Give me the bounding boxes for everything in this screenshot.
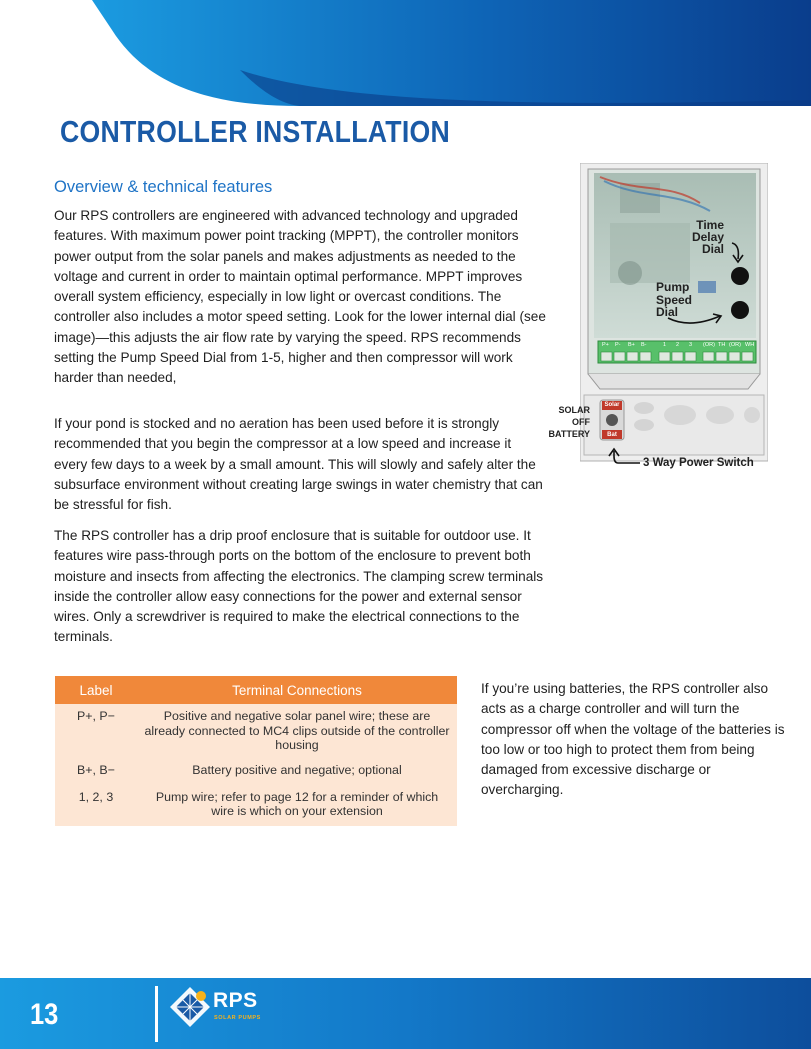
paragraph-overview: Our RPS controllers are engineered with advanced technology and upgraded features. With maximum power point tracking (MPPT), the controller monitors power output from the solar panels and makes adjustments as needed to the voltage and current in order to maintain optimal performance. MPPT improves overall system efficiency, especially in low light or overcast conditions. The controller also includes a motor speed setting. Look for the lower internal dial (see image)—this adjusts the air flow rate by varying the speed. RPS recommends setting the Pump Speed Dial from 1-5, higher and then compressor will work harder than needed, (54, 208, 546, 386)
table-row (55, 785, 457, 826)
switch-position-labels (540, 404, 590, 440)
switch-position-battery: BATTERY (548, 429, 590, 439)
time-delay-line-1: Time (696, 218, 724, 232)
terminal-label: TH (718, 342, 726, 348)
pump-speed-dial-knob (731, 301, 749, 319)
table-cell-label: B+, B− (55, 758, 137, 785)
terminal-label: B+ (628, 342, 635, 348)
header-band (0, 0, 811, 112)
paragraph-enclosure: The RPS controller has a drip proof enclosure that is suitable for outdoor use. It features wire pass-through ports on the bottom of the enclosure to prevent both moisture and insects from affecting the electronics. The clamping screw terminals inside the controller allow easy connections for the power and external sensor wires. Only a screwdriver is required to make the electrical connections to the terminals. (54, 528, 544, 645)
switch-bat-label: Bat (607, 432, 617, 438)
time-delay-line-3: Dial (701, 242, 724, 256)
terminal-label: 1 (663, 342, 667, 348)
terminal-label: P+ (602, 342, 609, 348)
time-delay-dial-knob (731, 267, 749, 285)
time-delay-dial-label (678, 219, 724, 255)
paragraph-pond: If your pond is stocked and no aeration has been used before it is strongly recommended that you begin the compressor at a low speed and increase it every few days to a week by a small amount. This will slowly and safely alter the subsurface environment without creating large swings in water chemistry that can be stressful for fish. (54, 416, 543, 513)
pump-speed-line-3: Dial (656, 305, 679, 319)
table-cell-label: P+, P− (55, 704, 137, 758)
terminal-label: 2 (676, 342, 680, 348)
rps-logo-icon (168, 985, 212, 1031)
table-header-connections: Terminal Connections (137, 676, 457, 704)
logo-subtext: SOLAR PUMPS (214, 1015, 261, 1021)
footer-band (0, 978, 811, 1049)
terminal-label: 3 (689, 342, 693, 348)
controller-image (580, 163, 768, 463)
terminal-label: (OR) (729, 342, 741, 348)
section-subtitle: Overview & technical features (54, 178, 273, 196)
table-row (55, 704, 457, 758)
terminal-label: B- (641, 342, 647, 348)
table-row (55, 758, 457, 785)
time-delay-line-2: Delay (691, 230, 724, 244)
terminal-table (55, 676, 457, 826)
table-header-row (55, 676, 457, 704)
power-switch-knob (606, 414, 618, 426)
power-switch-arrow (606, 446, 642, 466)
table-cell-desc: Battery positive and negative; optional (137, 758, 457, 785)
terminal-label: WH (745, 342, 755, 348)
switch-position-solar: SOLAR (558, 405, 590, 415)
switch-solar-label: Solar (604, 402, 620, 408)
power-switch-label: 3 Way Power Switch (643, 457, 754, 469)
table-header-label: Label (55, 676, 137, 704)
table-cell-label: 1, 2, 3 (55, 785, 137, 826)
table-cell-desc: Pump wire; refer to page 12 for a reminder of which wire is which on your extension (137, 785, 457, 826)
terminal-label: P- (615, 342, 621, 348)
pump-speed-line-1: Pump (656, 280, 690, 294)
terminal-label: (OR) (703, 342, 715, 348)
pump-speed-dial-label (656, 281, 706, 319)
pump-speed-line-2: Speed (656, 292, 693, 307)
terminal-label-row (600, 342, 756, 350)
paragraph-batteries: If you’re using batteries, the RPS controller also acts as a charge controller and will turn the compressor off when the voltage of the batteries is too low or too high to protect them from being damaged from excessive discharge or overcharging. (481, 681, 785, 798)
table-cell-desc: Positive and negative solar panel wire; these are already connected to MC4 clips outside of the controller housing (137, 704, 457, 758)
logo-wordmark: RPS (213, 989, 258, 1012)
switch-position-off: OFF (572, 417, 590, 427)
page-title: CONTROLLER INSTALLATION (60, 114, 450, 149)
page-number: 13 (30, 998, 59, 1031)
